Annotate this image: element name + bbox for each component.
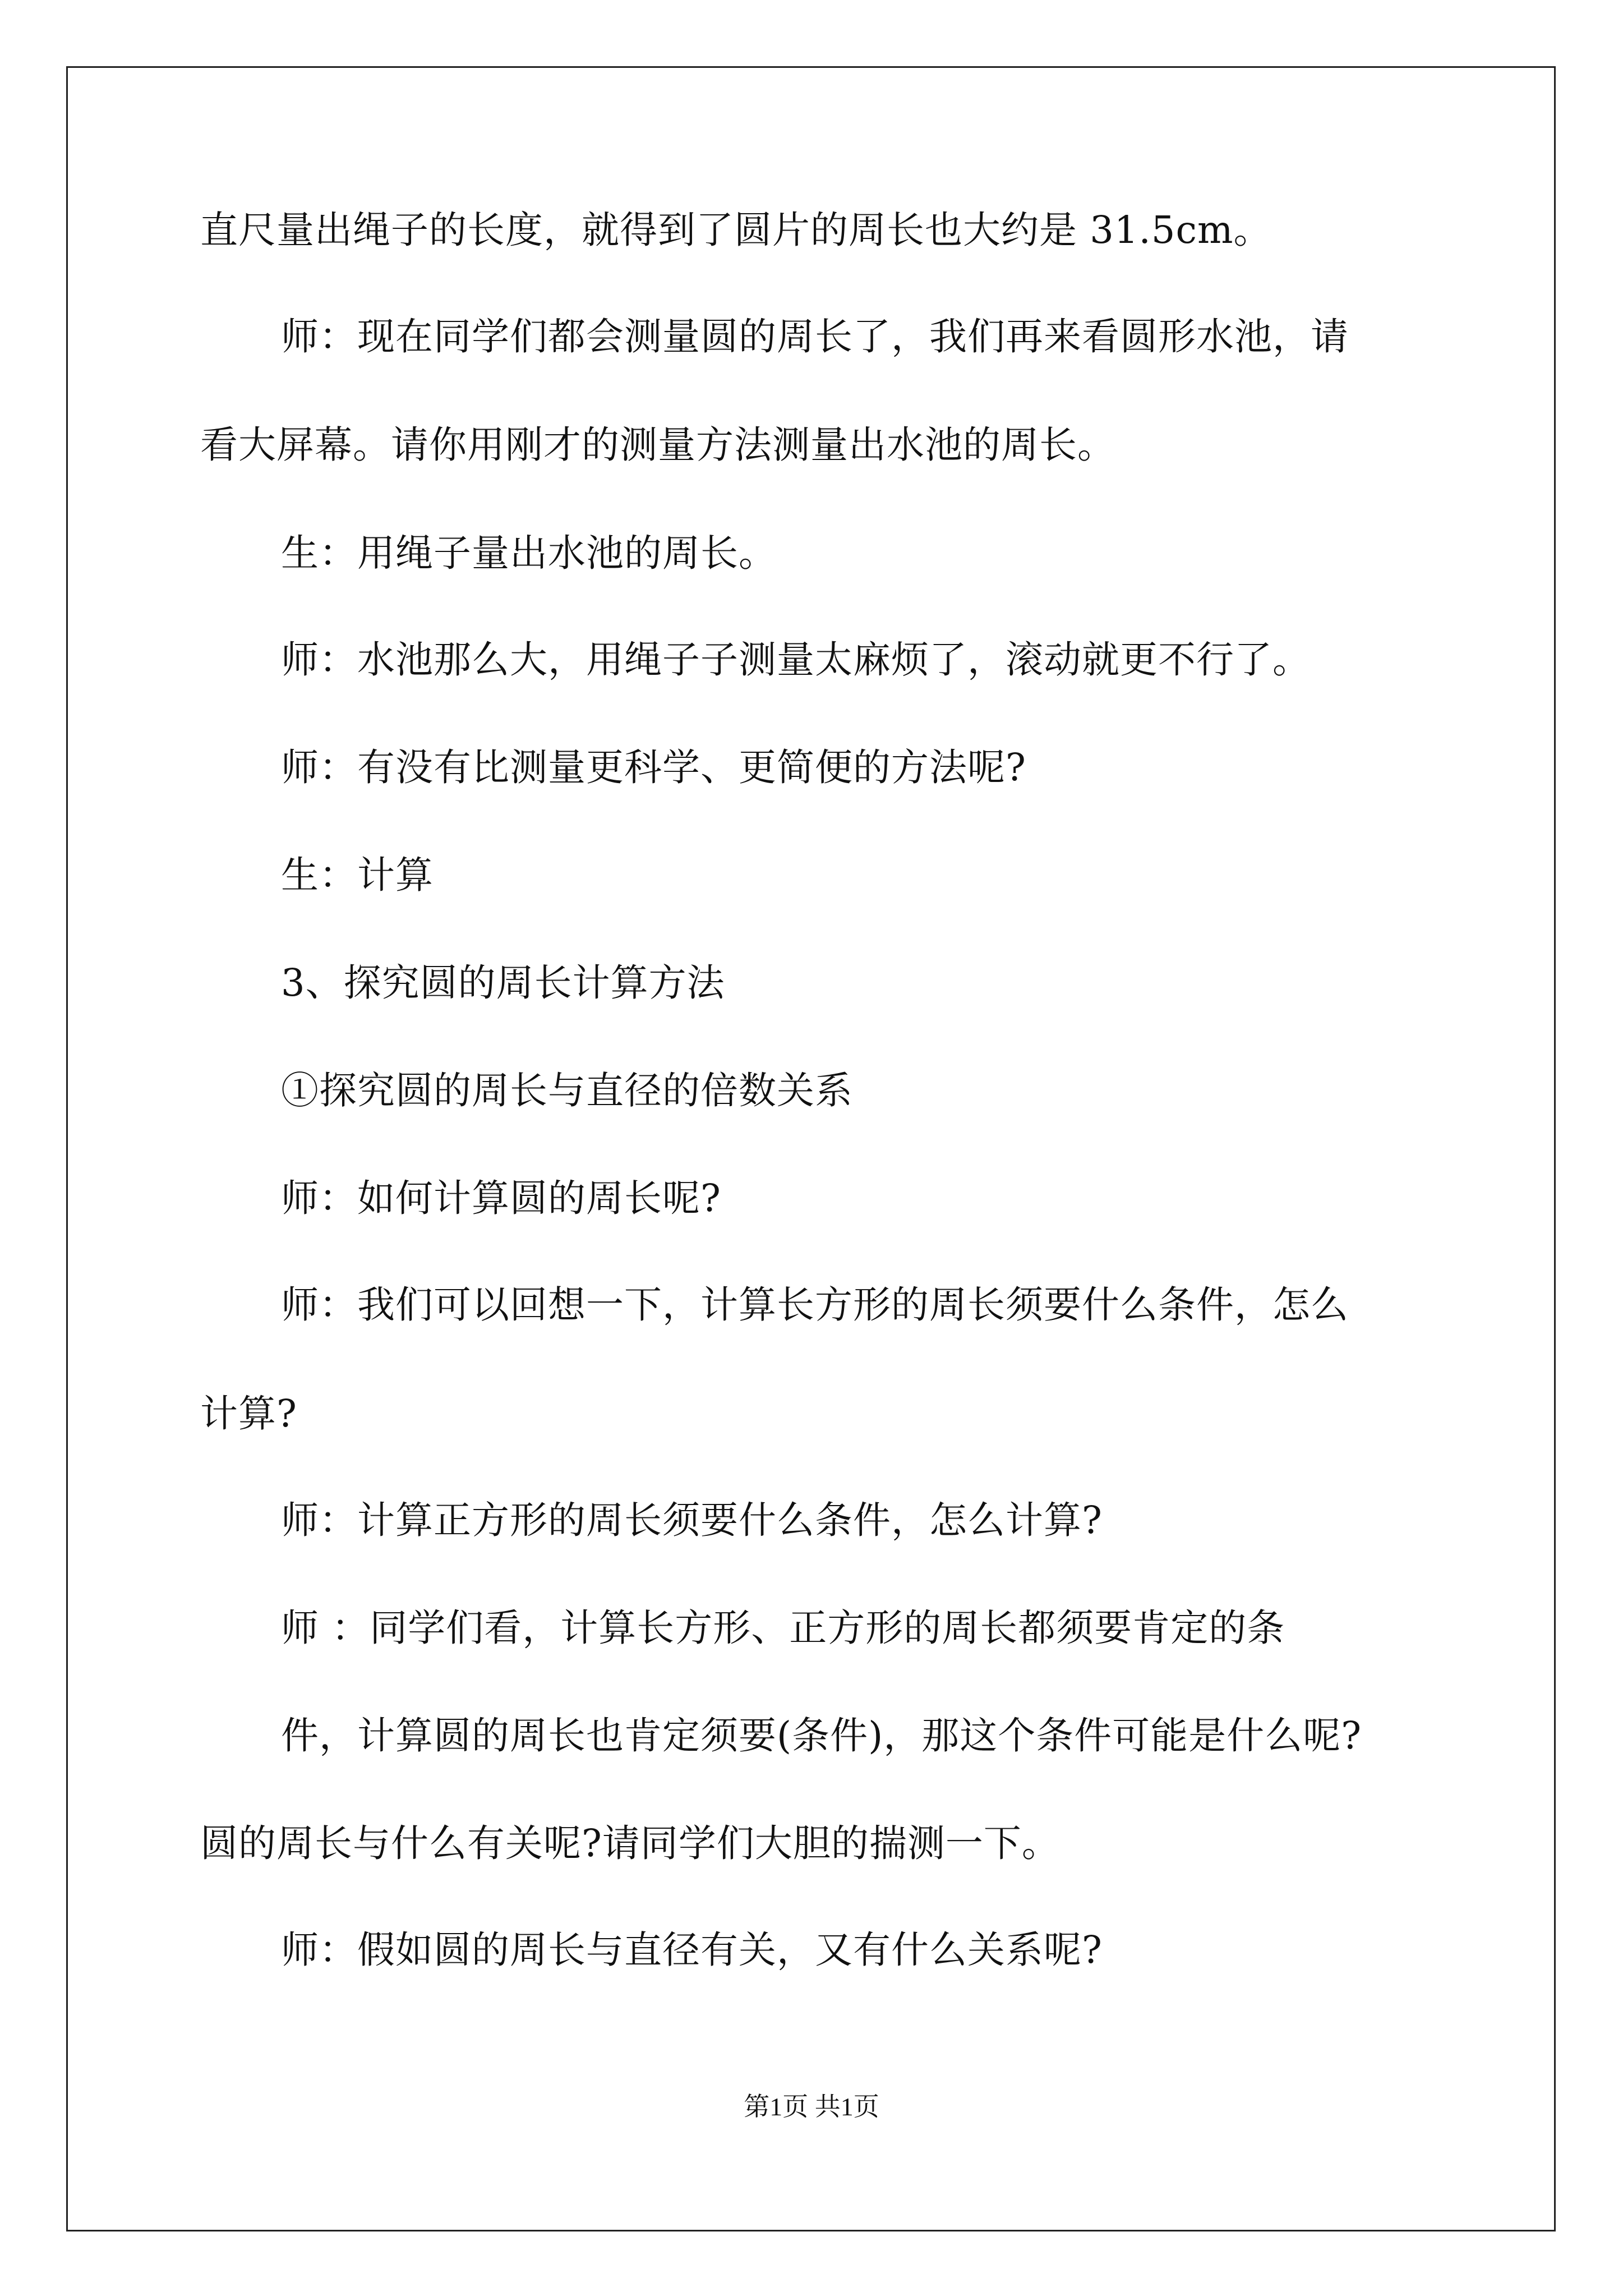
paragraph-line: 件，计算圆的周长也肯定须要(条件)，那这个条件可能是什么呢?	[281, 1714, 1362, 1757]
section-heading: 3、探究圆的周长计算方法	[281, 961, 725, 1005]
paragraph-line: 计算?	[200, 1392, 297, 1435]
paragraph-line: 师：我们可以回想一下，计算长方形的周长须要什么条件，怎么	[281, 1283, 1349, 1327]
paragraph-line: 生：用绳子量出水池的周长。	[281, 531, 777, 575]
paragraph-line: 师：水池那么大，用绳子子测量太麻烦了，滚动就更不行了。	[281, 638, 1311, 682]
page-footer: 第1页 共1页	[744, 2092, 879, 2121]
paragraph-line: 看大屏幕。请你用刚才的测量方法测量出水池的周长。	[200, 423, 1115, 467]
paragraph-line: 师：如何计算圆的周长呢?	[281, 1176, 721, 1220]
paragraph-line: 师 ：同学们看，计算长方形、正方形的周长都须要肯定的条	[281, 1606, 1285, 1650]
paragraph-line: 直尺量出绳子的长度，就得到了圆片的周长也大约是 31.5cm。	[200, 208, 1272, 252]
paragraph-line: 师：现在同学们都会测量圆的周长了，我们再来看圆形水池，请	[281, 315, 1349, 358]
paragraph-line: 师：计算正方形的周长须要什么条件，怎么计算?	[281, 1498, 1103, 1542]
paragraph-line: 师：假如圆的周长与直径有关，又有什么关系呢?	[281, 1928, 1103, 1972]
subsection-heading: ①探究圆的周长与直径的倍数关系	[281, 1069, 853, 1112]
paragraph-line: 师：有没有比测量更科学、更简便的方法呢?	[281, 746, 1026, 789]
page-border	[66, 66, 1556, 2231]
paragraph-line: 生：计算	[281, 853, 434, 897]
paragraph-line: 圆的周长与什么有关呢?请同学们大胆的揣测一下。	[200, 1821, 1060, 1865]
